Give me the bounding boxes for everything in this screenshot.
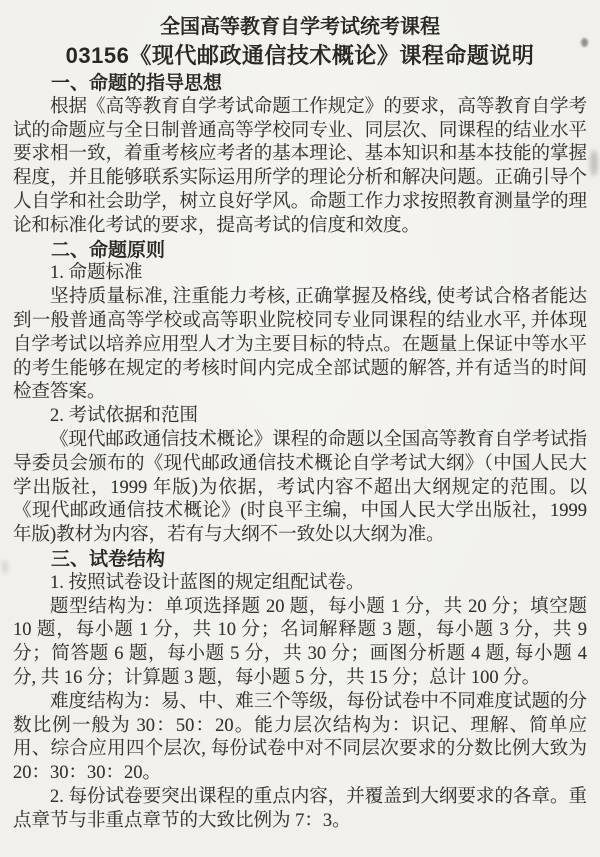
paragraph: 根据《高等教育自学考试命题工作规定》的要求，高等教育自学考试的命题应与全日制普通高等学校同专业、同层次、同课程的结业水平要求相一致，着重考核应考者的基本理论、基本知识和基本技能的掌握程度，并且能够联系实际运用所学的理论分析和解决问题。正确引导个人自学和社会助学，树立良好学风。命题工作力求按照教育测量学的理论和标准化考试的要求，提高考试的信度和效度。 [13, 96, 587, 236]
paragraph: 《现代邮政通信技术概论》课程的命题以全国高等教育自学考试指导委员会颁布的《现代邮政通信技术概论自学考试大纲》（中国人民大学出版社，1999 年版)为依据，考试内容不超出大纲规定的范围。以《现代邮政通信技术概论》(时良平主编，中国人民大学出版社，1999 年版)教材为内容，若有与大纲不一致处以大纲为准。 [13, 429, 587, 546]
section-heading: 一、命题的指导思想 [51, 73, 223, 94]
document-title: 全国高等教育自学考试统考课程 [160, 16, 440, 38]
section-proposition-rules [13, 239, 587, 548]
section-heading: 二、命题原则 [51, 239, 166, 261]
section-paper-structure [13, 548, 587, 834]
subitem-title: 2. 考试依据和范围 [50, 406, 199, 427]
document-subtitle: 03156《现代邮政通信技术概论》课程命题说明 [65, 43, 535, 68]
paragraph: 坚持质量标准, 注重能力考核, 正确掌握及格线, 使考试合格者能达到一般普通高等学校或高等职业院校同专业同课程的结业水平, 并体现自学考试以培养应用型人才为主要目标的特点。在题量上保证中等水平的考生能够在规定的考核时间内完成全部试题的解答, 并有适当的时间检查答案。 [13, 287, 587, 403]
scan-artifact [2, 560, 8, 574]
paragraph: 题型结构为：单项选择题 20 题，每小题 1 分，共 20 分；填空题 10 题，每小题 1 分，共 10 分；名词解释题 3 题，每小题 3 分，共 9 分；简答题 6 题，每小题 5 分，共 30 分；画图分析题 4 题, 每小题 4 分, 共 16 分；计算题 3 题，每小题 5 分，共 15 分；总计 100 分。 [13, 596, 587, 688]
section-heading: 三、试卷结构 [51, 548, 166, 570]
subitem-title: 1. 按照试卷设计蓝图的规定组配试卷。 [50, 572, 365, 593]
subitem-title: 1. 命题标准 [50, 263, 143, 284]
section-guiding-principles [13, 72, 587, 239]
paragraph: 难度结构为：易、中、难三个等级，每份试卷中不同难度试题的分数比例一般为 30：50：20。能力层次结构为：识记、理解、简单应用、综合应用四个层次, 每份试卷中对不同层次要求的分数比例大致为 20：30：30：20。 [13, 691, 587, 784]
paragraph: 2. 每份试卷要突出课程的重点内容，并覆盖到大纲要求的各章。重点章节与非重点章节的大致比例为 7：3。 [13, 786, 587, 831]
scan-artifact [590, 150, 598, 176]
